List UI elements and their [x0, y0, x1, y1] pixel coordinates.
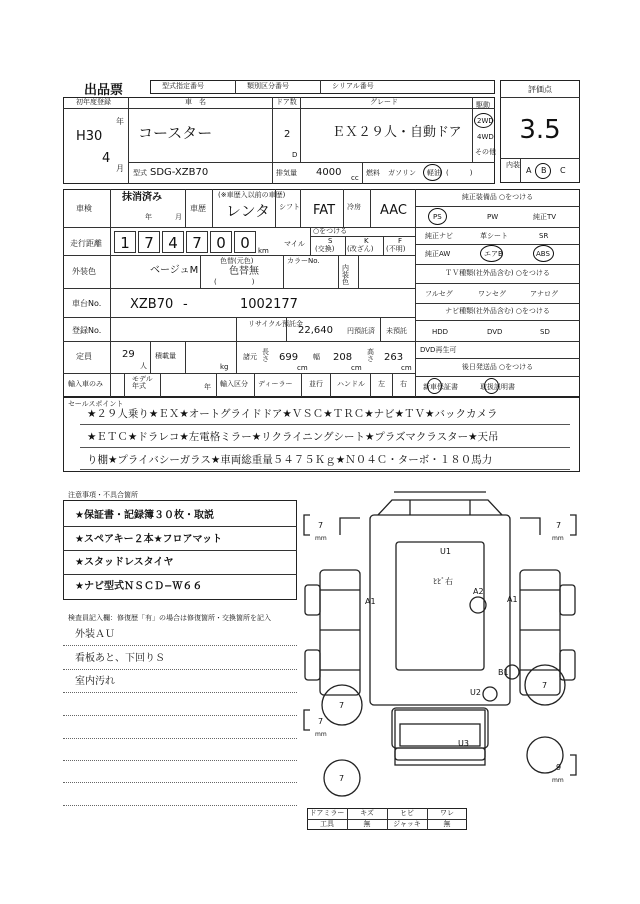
meter-s: S [328, 237, 333, 245]
drive-label: 駆動 [476, 101, 490, 109]
color-paren: ( ) [214, 278, 255, 286]
docs-manual-circle [484, 378, 499, 394]
equip-pw: PW [487, 213, 499, 221]
equip-tv: 純正TV [533, 213, 557, 221]
model-value: SDG-XZB70 [150, 167, 209, 178]
damage-header: ワレ [440, 809, 454, 817]
equip-aw: 純正AW [425, 250, 451, 258]
interior-a: A [526, 166, 532, 175]
roof-panel [396, 542, 484, 670]
fuel-paren: ( ) [446, 169, 473, 177]
color-change-label: 色替(元色) [220, 257, 254, 265]
car-name: コースター [138, 124, 213, 142]
navi-type-title: ナビ種類(社外品含む) ○をつける [445, 307, 550, 315]
docs-title: 後日発送品 ○をつける [461, 363, 534, 371]
grade-label: グレード [370, 98, 398, 106]
fuel-light: 軽油 [427, 169, 441, 177]
length-value: 699 [279, 352, 299, 363]
drive-other: その他 [475, 148, 496, 156]
meter-k: K [364, 237, 369, 245]
handle-label: ハンドル [337, 380, 365, 388]
diagram-u2: U2 [470, 688, 481, 697]
year-unit: 年 [116, 117, 124, 126]
first-reg-era: H30 [76, 129, 103, 144]
diagram-b1: B1 [498, 668, 509, 677]
first-reg-label: 初年度登録 [76, 98, 111, 106]
right-side-outline [520, 570, 560, 695]
ac-value: AAC [380, 203, 407, 218]
exterior-color-value: ベージュM [150, 265, 199, 276]
ac-label: 冷房 [347, 203, 361, 211]
sales-point-line: り棚★プライバシーガラス★車両総重量５４７５Ｋｇ★Ｎ０４Ｃ・ターボ・１８０馬力 [87, 454, 493, 466]
dims-label: 諸元 [243, 353, 257, 361]
drive-2wd-circle [474, 113, 493, 128]
interior-b-circle [535, 163, 551, 179]
bracket-front-left [304, 515, 310, 535]
inspector-line: 室内汚れ [75, 676, 115, 687]
damage-row-label: 工具 [320, 820, 334, 828]
displacement-value: 4000 [316, 167, 342, 178]
mileage-mark-label: マイル [284, 240, 305, 248]
navi-hdd: HDD [432, 328, 449, 336]
recycle-label: リサイクル預託金 [248, 320, 304, 328]
diagram-u1: U1 [440, 547, 451, 556]
history-value: レンタ [226, 202, 271, 220]
mileage-digit: 1 [114, 231, 136, 253]
damage-header: ドアミラー [309, 809, 345, 817]
diagram-a1-left: A1 [365, 597, 376, 606]
equip-sr: SR [539, 232, 549, 240]
meter-replaced: (交換) [315, 245, 335, 253]
vehicle-damage-diagram [300, 480, 590, 800]
front-right-wheel [560, 585, 575, 615]
model-year-label: モデル年式 [132, 375, 153, 390]
left-side-outline [320, 570, 360, 695]
tire-front-left-unit: mm [315, 535, 327, 542]
mileage-unit: km [258, 247, 269, 255]
meter-f: F [398, 237, 403, 245]
history-label: 車歴 [190, 204, 206, 213]
equip-leather: 革シート [480, 232, 508, 240]
diagram-a1-right: A1 [507, 595, 518, 604]
front-left-wheel [305, 585, 320, 615]
fuel-label: 燃料 [366, 169, 380, 177]
damage-header: キズ [360, 809, 374, 817]
interior-color-label: 内装色 [342, 264, 349, 286]
chassis-model: XZB70 [130, 297, 174, 312]
serial-label: シリアル番号 [332, 82, 374, 90]
tire-circle-left-rear-value: 7 [339, 774, 345, 783]
mileage-digit: 4 [162, 231, 184, 253]
equip-airbag-circle [480, 245, 503, 262]
docs-warranty-circle [427, 378, 442, 394]
chassis-dash: - [183, 297, 188, 312]
width-value: 208 [333, 352, 353, 363]
doors-value: 2 [284, 129, 291, 140]
tire-circle-left-front-value: 7 [339, 701, 345, 710]
sales-point-line: ★ＥＴＣ★ドラレコ★左電格ミラー★リクライニングシート★プラズマクラスター★天吊 [87, 431, 499, 443]
interior-c: C [560, 166, 566, 175]
equip-ps-circle [428, 208, 447, 225]
fuel-gasoline: ガソリン [388, 169, 416, 177]
height-label: 高さ [367, 348, 374, 363]
damage-cell: ジャッキ [393, 820, 421, 828]
load-unit: kg [220, 363, 229, 371]
inspection-label: 車検 [76, 204, 92, 213]
meter-tampered: (改ざん) [347, 245, 374, 253]
sales-points-label: セールスポイント [68, 400, 124, 408]
tire-front-right-value: 7 [556, 521, 562, 530]
note-line: ★保証書・記録簿３０枚・取説 [75, 510, 214, 521]
tv-one-seg: ワンセグ [478, 290, 506, 298]
navi-sd: SD [540, 328, 550, 336]
equip-ps: PS [433, 213, 442, 221]
displacement-label: 排気量 [276, 169, 297, 177]
length-label: 長さ [262, 348, 269, 363]
capacity-label: 定員 [76, 352, 92, 361]
width-label: 幅 [313, 353, 320, 361]
recycle-amount: 22,640 [298, 325, 333, 336]
diagram-a2: A2 [473, 587, 484, 596]
load-label: 積載量 [155, 352, 176, 360]
fuel-light-circle [423, 164, 442, 181]
bracket-spare [570, 755, 576, 775]
damage-cell: 無 [443, 820, 451, 828]
diagram-u3: U3 [458, 739, 469, 748]
grade-value: ＥＸ２９人・自動ドア [332, 125, 462, 140]
mileage-label: 走行距離 [70, 239, 102, 248]
rear-left-wheel [305, 650, 320, 680]
tire-rear-left-value: 7 [318, 717, 324, 726]
inspection-month: 月 [175, 213, 182, 221]
drive-4wd: 4WD [477, 133, 494, 141]
model-label: 型式 [133, 169, 147, 177]
history-note: (※車歴入以前の車歴) [218, 191, 286, 199]
navi-dvd-play: DVD再生可 [420, 346, 457, 354]
doors-sub: D [292, 151, 298, 159]
roof-front-outline [378, 500, 502, 515]
interior-b: B [541, 166, 547, 175]
chassis-label: 車台No. [72, 299, 102, 308]
diagram-hibi: ﾋﾋﾞ右 [433, 577, 453, 586]
displacement-unit: cc [351, 174, 359, 182]
exterior-color-label: 外装色 [72, 267, 96, 276]
type-cert-label: 型式指定番号 [162, 82, 204, 90]
recycle-unit: 円預託済 [347, 327, 375, 335]
navi-dvd: DVD [487, 328, 503, 336]
rear-view-outline [392, 708, 488, 748]
tire-front-right-unit: mm [552, 535, 564, 542]
bracket-rear-left [304, 710, 310, 730]
equip-abs: ABS [536, 250, 550, 258]
circle-note: ○をつける [313, 227, 348, 235]
note-line: ★スペアキー２本★フロアマット [75, 534, 223, 545]
damage-header: ヒビ [400, 809, 414, 817]
recycle-unpaid: 未預託 [386, 327, 407, 335]
docs-manual: 取扱説明書 [480, 383, 515, 391]
doors-label: ドア数 [276, 98, 297, 106]
import-label: 輸入車のみ [68, 380, 103, 388]
tire-rear-left-unit: mm [315, 731, 327, 738]
tire-spare-value: 9 [556, 763, 562, 772]
tire-spare-unit: mm [552, 777, 564, 784]
equipment-title: 純正装備品 ○をつける [461, 193, 534, 201]
color-change-value: 色替無 [229, 266, 259, 277]
mileage-digit: 0 [210, 231, 232, 253]
equip-airbag: エアB [484, 250, 503, 258]
chassis-number: 1002177 [240, 297, 298, 312]
model-year-unit: 年 [204, 383, 211, 391]
import-type-label: 輸入区分 [220, 380, 248, 388]
drive-2wd: 2WD [477, 117, 494, 125]
right-mirror [520, 518, 540, 535]
left-mirror [340, 518, 360, 535]
page-title: 出品票 [84, 83, 124, 98]
notes-label: 注意事項・不具合箇所 [68, 491, 138, 499]
import-dealer: ディーラー [258, 380, 293, 388]
capacity-unit: 人 [140, 362, 147, 370]
sales-point-line: ★２９人乗り★ＥＸ★オートグライドドア★ＶＳＣ★ＴＲＣ★ナビ★ＴＶ★バックカメラ [87, 408, 498, 420]
mileage-digit: 7 [186, 231, 208, 253]
height-unit: cm [401, 364, 412, 372]
length-unit: cm [297, 364, 308, 372]
note-line: ★ナビ型式ＮＳＣＤ−Ｗ６６ [75, 581, 203, 592]
equip-abs-circle [533, 245, 554, 262]
inspector-line: 看板あと、下回りＳ [75, 653, 165, 664]
interior-label: 内装 [506, 161, 520, 169]
tire-circle-right-front-value: 7 [542, 681, 548, 690]
handle-right: 右 [400, 380, 407, 388]
roof-outline [370, 515, 510, 705]
equip-navi: 純正ナビ [425, 232, 453, 240]
score-label: 評価点 [528, 85, 552, 94]
handle-left: 左 [378, 380, 385, 388]
height-value: 263 [384, 352, 404, 363]
tire-front-left-value: 7 [318, 521, 324, 530]
mileage-digit: 7 [138, 231, 160, 253]
shift-value: FAT [313, 203, 336, 218]
shift-label: シフト [279, 203, 300, 211]
score-value: 3.5 [519, 115, 561, 145]
mileage-digit: 0 [234, 231, 256, 253]
month-unit: 月 [116, 164, 124, 173]
underbody-outline [395, 710, 485, 765]
capacity-value: 29 [122, 349, 135, 360]
tv-analog: アナログ [530, 290, 558, 298]
car-name-label: 車 名 [185, 98, 206, 106]
tv-type-title: ＴＶ種類(社外品含む) ○をつける [445, 269, 550, 277]
rear-bumper [395, 748, 485, 760]
inspector-line: 外装ＡＵ [75, 629, 115, 640]
width-unit: cm [351, 364, 362, 372]
tv-full-seg: フルセグ [425, 290, 453, 298]
meter-unknown: (不明) [386, 245, 406, 253]
docs-warranty: 新車保証書 [423, 383, 458, 391]
mileage-digits [114, 231, 256, 253]
bracket-front-right [570, 515, 576, 535]
category-label: 類別区分番号 [247, 82, 289, 90]
damage-cell: 無 [363, 820, 371, 828]
inspector-label: 検査員記入欄：修復歴「有」の場合は修復箇所・交換箇所を記入 [68, 614, 271, 622]
inspection-year: 年 [145, 213, 152, 221]
note-line: ★スタッドレスタイヤ [75, 557, 174, 568]
color-no-label: カラーNo. [287, 257, 320, 265]
inspection-status: 抹消済み [122, 192, 162, 203]
damage-u2-circle [483, 687, 497, 701]
import-parallel: 並行 [309, 380, 323, 388]
first-reg-month: 4 [102, 151, 111, 166]
reg-no-label: 登録No. [72, 326, 102, 335]
